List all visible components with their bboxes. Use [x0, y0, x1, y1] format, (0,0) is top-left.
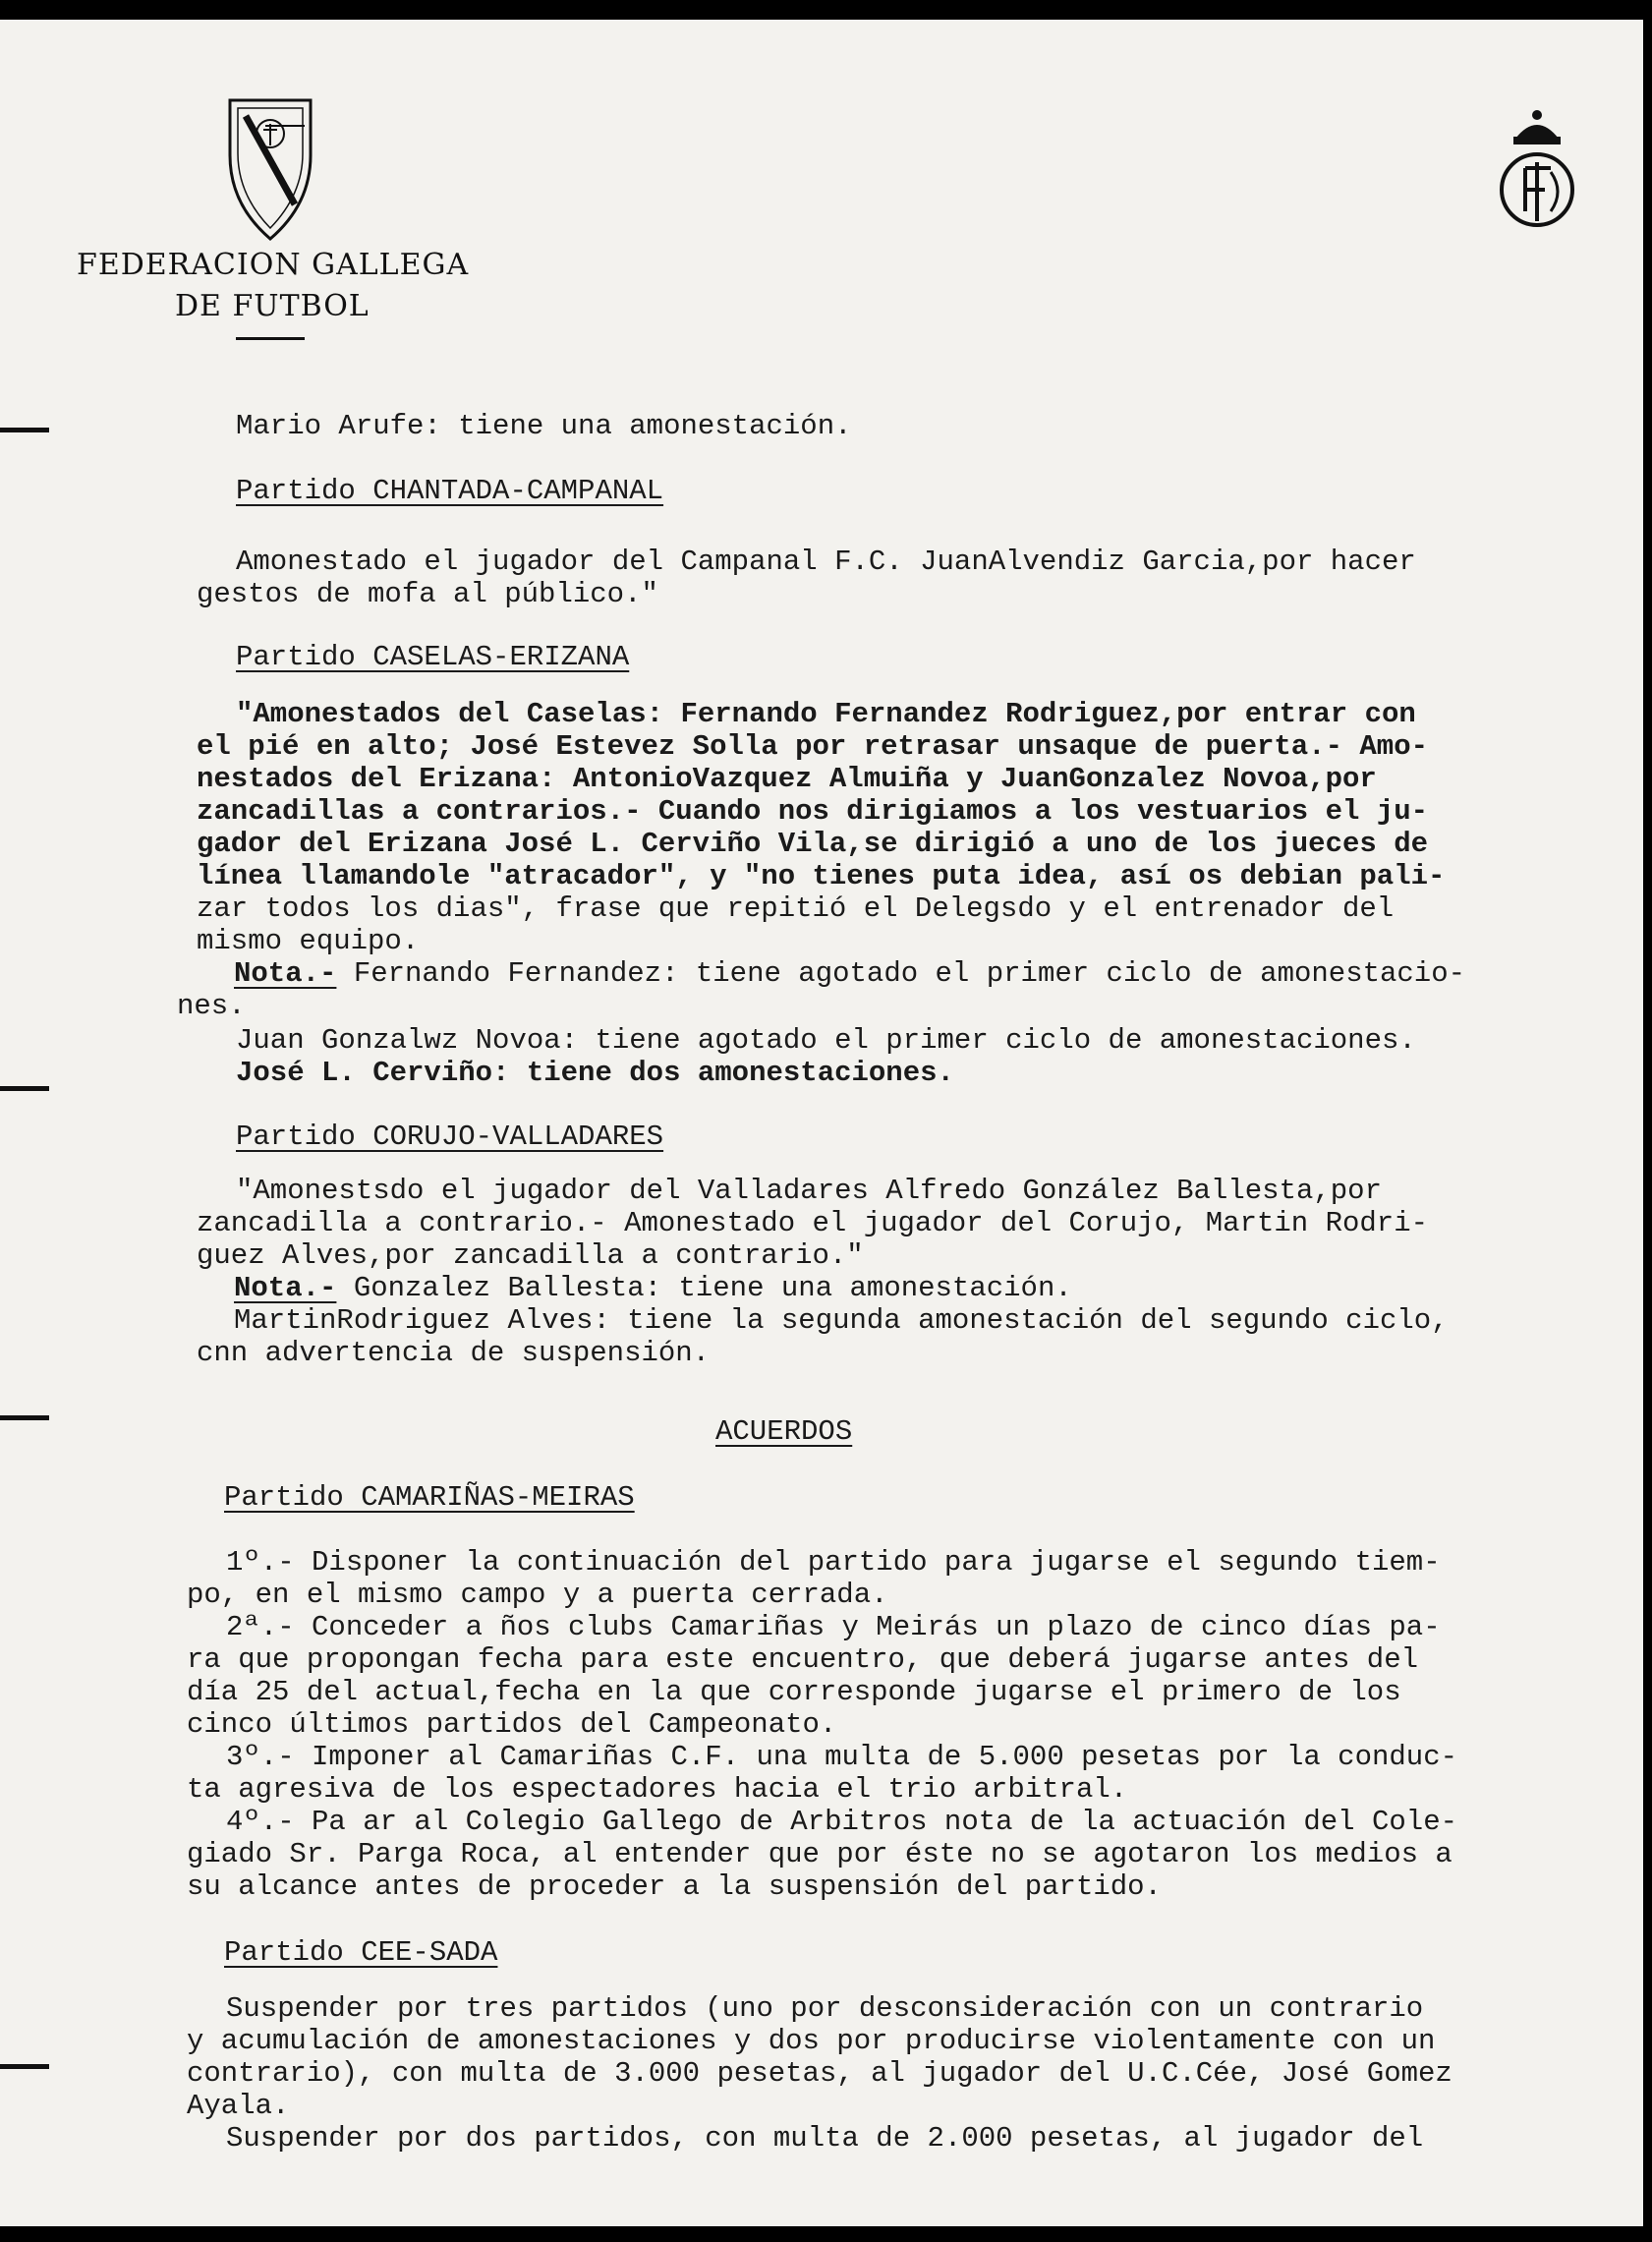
text-line: giado Sr. Parga Roca, al entender que por éste no se agotaron los medios a	[187, 1838, 1453, 1870]
crowned-royal-emblem-icon	[1496, 103, 1578, 231]
text-line: 2ª.- Conceder a ños clubs Camariñas y Meirás un plazo de cinco días pa-	[226, 1611, 1441, 1643]
text-line: línea llamandole "atracador", y "no tienes puta idea, así os debian pali-	[197, 860, 1446, 892]
note-label: Nota.-	[234, 957, 337, 990]
text-line: gestos de mofa al público."	[197, 578, 658, 610]
text-line: cinco últimos partidos del Campeonato.	[187, 1708, 837, 1741]
text-line: "Amonestsdo el jugador del Valladares Alfredo González Ballesta,por	[236, 1175, 1382, 1207]
text-line: y acumulación de amonestaciones y dos por producirse violentamente con un	[187, 2025, 1436, 2057]
text-line: 4º.- Pa ar al Colegio Gallego de Arbitros nota de la actuación del Cole-	[226, 1806, 1458, 1838]
text-line: Juan Gonzalwz Novoa: tiene agotado el primer ciclo de amonestaciones.	[236, 1024, 1416, 1057]
text-line: guez Alves,por zancadilla a contrario."	[197, 1239, 864, 1272]
punch-hole-mark	[0, 1415, 49, 1420]
section-heading: Partido CEE-SADA	[224, 1936, 498, 1969]
federation-name-line2: DE FUTBOL	[175, 289, 370, 323]
text-line: "Amonestados del Caselas: Fernando Fernandez Rodriguez,por entrar con	[236, 698, 1416, 730]
text-line: zancadilla a contrario.- Amonestado el jugador del Corujo, Martin Rodri-	[197, 1207, 1429, 1239]
note-text: Fernando Fernandez: tiene agotado el primer ciclo de amonestacio-	[336, 957, 1466, 990]
text-line: po, en el mismo campo y a puerta cerrada.	[187, 1579, 888, 1611]
text-line: Ayala.	[187, 2090, 290, 2122]
text-line: contrario), con multa de 3.000 pesetas, al jugador del U.C.Cée, José Gomez	[187, 2057, 1453, 2090]
header-divider	[236, 337, 305, 340]
text-line: zar todos los dias", frase que repitió el Delegsdo y el entrenador del	[197, 892, 1395, 925]
text-line: zancadillas a contrarios.- Cuando nos dirigiamos a los vestuarios el ju-	[197, 795, 1429, 828]
federation-name-line1: FEDERACION GALLEGA	[77, 248, 470, 282]
punch-hole-mark	[0, 428, 49, 432]
text-line: el pié en alto; José Estevez Solla por retrasar unsaque de puerta.- Amo-	[197, 730, 1429, 763]
text-line: nes.	[177, 990, 246, 1022]
acuerdos-heading: ACUERDOS	[715, 1415, 853, 1448]
text-line: Suspender por tres partidos (uno por desconsideración con un contrario	[226, 1992, 1424, 2025]
text-line: ta agresiva de los espectadores hacia el trio arbitral.	[187, 1773, 1128, 1806]
text-line: gador del Erizana José L. Cerviño Vila,se dirigió a uno de los jueces de	[197, 828, 1429, 860]
section-heading: Partido CASELAS-ERIZANA	[236, 641, 630, 673]
text-line: Suspender por dos partidos, con multa de 2.000 pesetas, al jugador del	[226, 2122, 1424, 2155]
text-line: MartinRodriguez Alves: tiene la segunda amonestación del segundo ciclo,	[234, 1304, 1449, 1337]
text-line: día 25 del actual,fecha en la que corresponde jugarse el primero de los	[187, 1676, 1401, 1708]
text-line: José L. Cerviño: tiene dos amonestaciones.	[236, 1057, 954, 1089]
section-heading: Partido CAMARIÑAS-MEIRAS	[224, 1481, 635, 1514]
text-line: Mario Arufe: tiene una amonestación.	[236, 410, 852, 442]
note-line	[234, 1272, 1072, 1304]
note-line	[234, 957, 1465, 990]
punch-hole-mark	[0, 2064, 49, 2069]
text-line: cnn advertencia de suspensión.	[197, 1337, 711, 1369]
federation-shield-crest-icon	[226, 96, 314, 244]
section-heading: Partido CHANTADA-CAMPANAL	[236, 475, 664, 507]
text-line: mismo equipo.	[197, 925, 420, 957]
document-page	[0, 20, 1643, 2226]
text-line: Amonestado el jugador del Campanal F.C. JuanAlvendiz Garcia,por hacer	[236, 546, 1416, 578]
section-heading: Partido CORUJO-VALLADARES	[236, 1121, 664, 1153]
text-line: nestados del Erizana: AntonioVazquez Almuiña y JuanGonzalez Novoa,por	[197, 763, 1377, 795]
text-line: 3º.- Imponer al Camariñas C.F. una multa de 5.000 pesetas por la conduc-	[226, 1741, 1458, 1773]
note-label: Nota.-	[234, 1272, 337, 1304]
text-line: ra que propongan fecha para este encuentro, que deberá jugarse antes del	[187, 1643, 1419, 1676]
text-line: 1º.- Disponer la continuación del partido para jugarse el segundo tiem-	[226, 1546, 1441, 1579]
punch-hole-mark	[0, 1086, 49, 1091]
note-text: Gonzalez Ballesta: tiene una amonestación.	[336, 1272, 1072, 1304]
text-line: su alcance antes de proceder a la suspensión del partido.	[187, 1870, 1162, 1903]
